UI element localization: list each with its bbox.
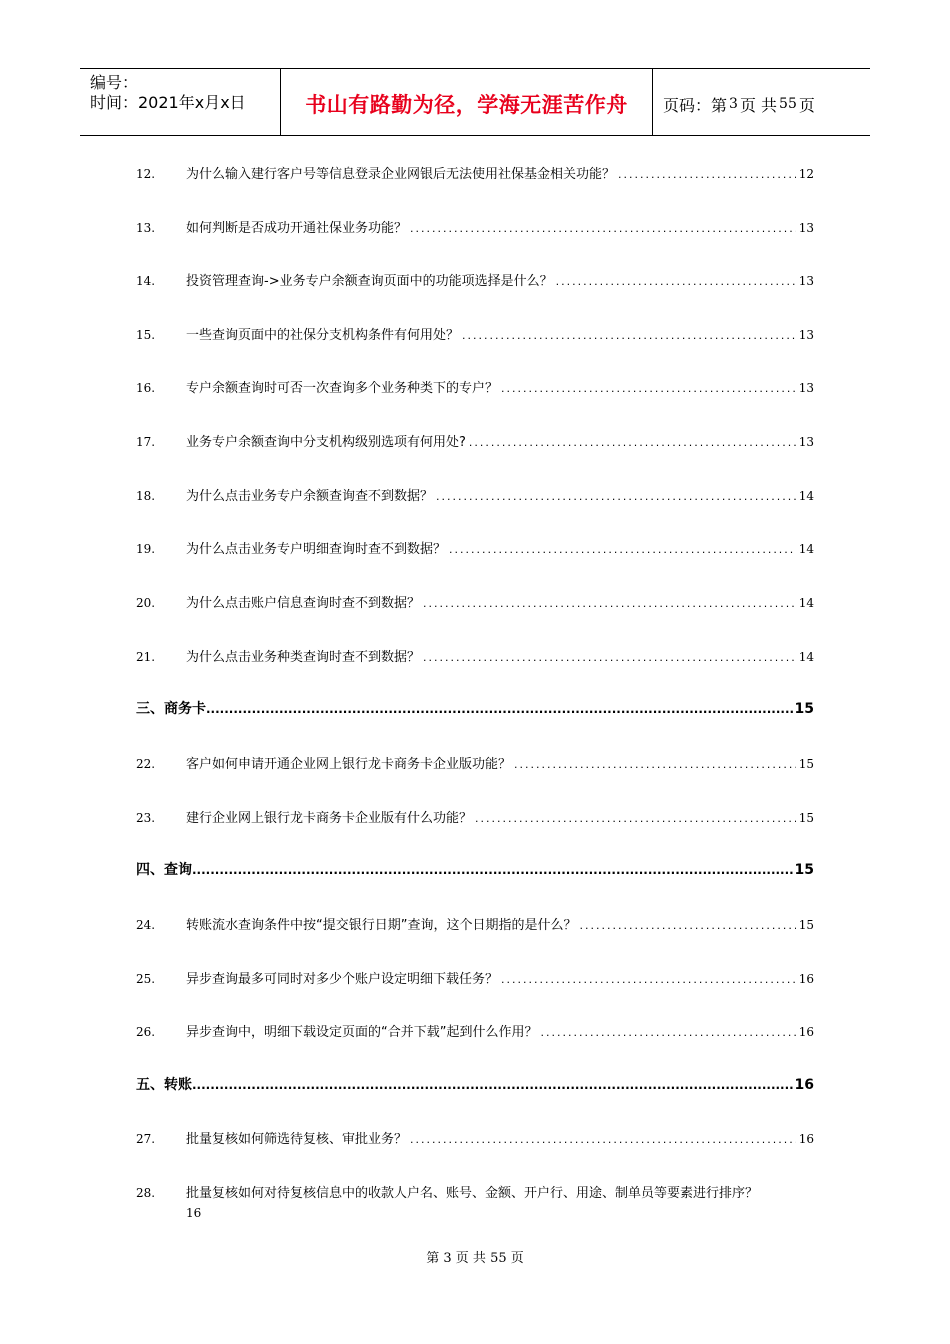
- toc-section-heading[interactable]: [136, 1074, 814, 1094]
- footer-suffix: 页: [510, 1251, 524, 1266]
- toc-entry-number: 22.: [136, 757, 156, 771]
- toc-leader-dots: [579, 919, 795, 932]
- toc-entry-page: 13: [798, 435, 814, 449]
- header-page-prefix: 页码：第: [663, 95, 728, 115]
- toc-leader-dots: [556, 275, 796, 288]
- toc-section-page: 15: [794, 701, 814, 717]
- toc-entry-number: 12.: [136, 167, 156, 181]
- toc-entry-title: 为什么点击业务专户明细查询时查不到数据？: [186, 542, 447, 557]
- toc-entry-number: 24.: [136, 918, 156, 932]
- toc-entry-title: 为什么点击业务专户余额查询查不到数据？: [186, 489, 434, 504]
- toc-entry[interactable]: [136, 1182, 814, 1220]
- toc-entry-page: 12: [798, 167, 814, 181]
- document-number-label: 编号：: [90, 73, 139, 92]
- toc-entry-page: 16: [798, 972, 814, 986]
- toc-entry[interactable]: [136, 538, 814, 557]
- toc-entry[interactable]: [136, 431, 814, 450]
- toc-entry-number: 18.: [136, 489, 156, 503]
- toc-section-heading[interactable]: [136, 698, 814, 718]
- toc-entry-title: 一些查询页面中的社保分支机构条件有何用处？: [186, 328, 460, 343]
- toc-entry[interactable]: [136, 646, 814, 665]
- toc-entry-number: 14.: [136, 274, 156, 288]
- toc-leader-dots: [436, 490, 796, 503]
- toc-section-heading[interactable]: [136, 859, 814, 879]
- toc-entry[interactable]: [136, 270, 814, 289]
- toc-leader-dots: [540, 1026, 795, 1039]
- toc-entry-title: 异步查询最多可同时对多少个账户设定明细下载任务？: [186, 972, 499, 987]
- toc-section-page: 16: [794, 1077, 814, 1093]
- toc-entry-number: 19.: [136, 542, 156, 556]
- toc-section-title: 五、转账: [136, 1077, 192, 1093]
- toc-entry-title: 转账流水查询条件中按“提交银行日期”查询，这个日期指的是什么？: [186, 918, 577, 933]
- toc-entry[interactable]: [136, 914, 814, 933]
- document-time-label: 时间：2021年x月x日: [90, 93, 246, 112]
- toc-entry-title: 业务专户余额查询中分支机构级别选项有何用处?: [186, 435, 466, 450]
- toc-leader-dots: [462, 329, 796, 342]
- toc-leader-dots: [501, 382, 796, 395]
- toc-entry-page: 15: [798, 918, 814, 932]
- toc-section-title: 四、查询: [136, 862, 192, 878]
- header-page-total: 55: [779, 96, 797, 112]
- toc-entry-page: 13: [798, 381, 814, 395]
- toc-entry-title: 为什么点击账户信息查询时查不到数据？: [186, 596, 421, 611]
- toc-leader-dots: [475, 812, 796, 825]
- toc-entry-page: 16: [798, 1025, 814, 1039]
- toc-entry-number: 17.: [136, 435, 156, 449]
- toc-leader-dots: [423, 651, 796, 664]
- toc-entry-title: 批量复核如何筛选待复核、审批业务？: [186, 1132, 408, 1147]
- toc-entry-number: 13.: [136, 221, 156, 235]
- toc-entry-title: 专户余额查询时可否一次查询多个业务种类下的专户？: [186, 381, 499, 396]
- toc-entry-page: 13: [798, 274, 814, 288]
- toc-entry[interactable]: [136, 592, 814, 611]
- header-page-mid: 页 共: [739, 95, 778, 115]
- toc-entry-page: 15: [798, 757, 814, 771]
- toc-entry-title: 为什么点击业务种类查询时查不到数据？: [186, 650, 421, 665]
- page-footer: [0, 1247, 950, 1266]
- toc-entry-page: 14: [798, 489, 814, 503]
- toc-leader-dots: [514, 758, 796, 771]
- header-page-suffix: 页: [798, 95, 815, 115]
- toc-entry-title: 如何判断是否成功开通社保业务功能？: [186, 221, 408, 236]
- toc-entry-first-line: [136, 1182, 814, 1201]
- toc-entry-title: 投资管理查询->业务专户余额查询页面中的功能项选择是什么？: [186, 274, 553, 289]
- toc-section-title: 三、商务卡: [136, 701, 206, 717]
- toc-leader-dots: [501, 973, 796, 986]
- toc-entry[interactable]: [136, 217, 814, 236]
- toc-entry[interactable]: [136, 377, 814, 396]
- toc-leader-dots: [618, 168, 796, 181]
- toc-entry[interactable]: [136, 1021, 814, 1040]
- toc-entry-title: 建行企业网上银行龙卡商务卡企业版有什么功能？: [186, 811, 473, 826]
- toc-entry-number: 23.: [136, 811, 156, 825]
- toc-entry[interactable]: [136, 1128, 814, 1147]
- toc-entry-number: 25.: [136, 972, 156, 986]
- toc-leader-dots: [192, 1078, 795, 1092]
- toc-entry-page: 13: [798, 328, 814, 342]
- footer-prefix: 第: [426, 1251, 440, 1266]
- toc-leader-dots: [423, 597, 796, 610]
- toc-entry[interactable]: [136, 324, 814, 343]
- footer-page-current: 3: [443, 1251, 452, 1266]
- toc-entry-page: 14: [798, 596, 814, 610]
- toc-entry-title: 客户如何申请开通企业网上银行龙卡商务卡企业版功能？: [186, 757, 512, 772]
- toc-entry-number: 20.: [136, 596, 156, 610]
- toc-entry[interactable]: [136, 807, 814, 826]
- toc-entry-page: 16: [186, 1206, 202, 1220]
- toc-leader-dots: [192, 863, 795, 877]
- toc-entry-number: 16.: [136, 381, 156, 395]
- toc-entry-number: 28.: [136, 1186, 156, 1200]
- toc-entry[interactable]: [136, 163, 814, 182]
- toc-leader-dots: [449, 543, 796, 556]
- toc-entry-page: 14: [798, 542, 814, 556]
- toc-entry-page: 14: [798, 650, 814, 664]
- toc-entry-number: 27.: [136, 1132, 156, 1146]
- footer-page-total: 55: [490, 1251, 507, 1266]
- toc-section-page: 15: [794, 862, 814, 878]
- toc-entry-page: 16: [798, 1132, 814, 1146]
- header-motto: 书山有路勤为径，学海无涯苦作舟: [281, 69, 653, 135]
- toc-entry-number: 21.: [136, 650, 156, 664]
- toc-leader-dots: [206, 702, 795, 716]
- header-page-current: 3: [729, 96, 738, 112]
- toc-entry-title: 异步查询中，明细下载设定页面的“合并下载”起到什么作用？: [186, 1025, 538, 1040]
- toc-entry-number: 15.: [136, 328, 156, 342]
- footer-page-mid: 页 共: [455, 1251, 486, 1266]
- toc-leader-dots: [410, 1133, 796, 1146]
- toc-entry[interactable]: [136, 753, 814, 772]
- toc-entry-page: 15: [798, 811, 814, 825]
- toc-entry[interactable]: [136, 968, 814, 987]
- toc-leader-dots: [469, 436, 796, 449]
- toc-leader-dots: [410, 222, 796, 235]
- toc-entry-number: 26.: [136, 1025, 156, 1039]
- toc-entry[interactable]: [136, 485, 814, 504]
- toc-entry-title: 为什么输入建行客户号等信息登录企业网银后无法使用社保基金相关功能？: [186, 167, 616, 182]
- toc-entry-title: 批量复核如何对待复核信息中的收款人户名、账号、金额、开户行、用途、制单员等要素进行排序？: [186, 1186, 759, 1201]
- toc-entry-page: 13: [798, 221, 814, 235]
